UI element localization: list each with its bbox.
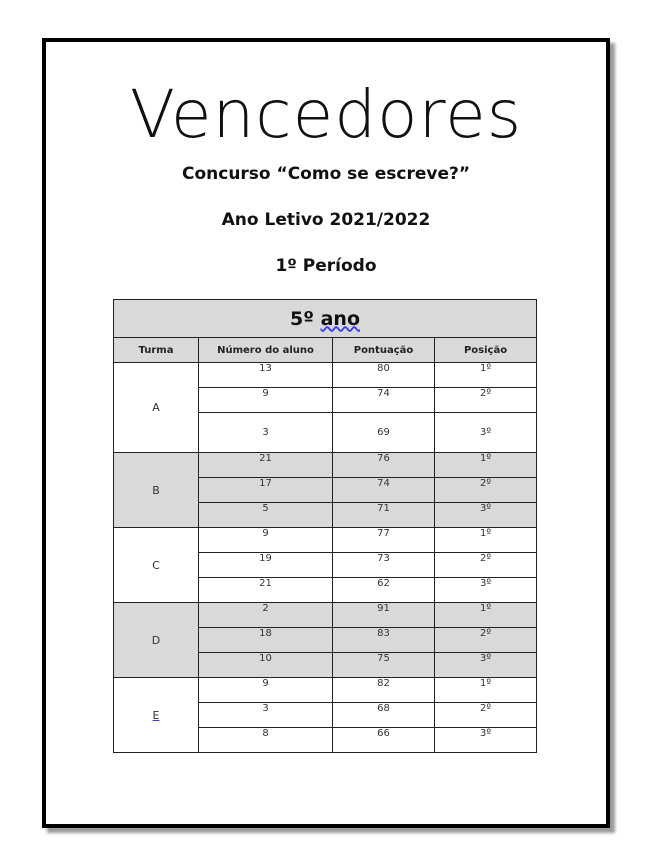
turma-cell: D bbox=[114, 603, 199, 678]
student-number: 3 bbox=[199, 413, 333, 453]
position: 1º bbox=[435, 603, 537, 628]
table-row bbox=[114, 453, 537, 478]
score: 75 bbox=[333, 653, 435, 678]
score: 91 bbox=[333, 603, 435, 628]
score: 69 bbox=[333, 413, 435, 453]
student-number: 10 bbox=[199, 653, 333, 678]
student-number: 21 bbox=[199, 453, 333, 478]
position: 2º bbox=[435, 628, 537, 653]
student-number: 19 bbox=[199, 553, 333, 578]
student-number: 9 bbox=[199, 388, 333, 413]
turma-label: E bbox=[152, 708, 160, 722]
student-number: 9 bbox=[199, 528, 333, 553]
turma-cell: A bbox=[114, 363, 199, 453]
score: 73 bbox=[333, 553, 435, 578]
student-number: 5 bbox=[199, 503, 333, 528]
position: 3º bbox=[435, 413, 537, 453]
score: 77 bbox=[333, 528, 435, 553]
position: 2º bbox=[435, 553, 537, 578]
table-row bbox=[114, 528, 537, 553]
column-header-posicao: Posição bbox=[435, 338, 537, 363]
column-header-turma: Turma bbox=[114, 338, 199, 363]
grade-word: ano bbox=[320, 307, 360, 330]
turma-cell: B bbox=[114, 453, 199, 528]
score: 66 bbox=[333, 728, 435, 753]
position: 3º bbox=[435, 653, 537, 678]
position: 1º bbox=[435, 453, 537, 478]
grade-header-row bbox=[114, 300, 537, 338]
column-header-pontuacao: Pontuação bbox=[333, 338, 435, 363]
page-frame bbox=[42, 38, 610, 828]
table-row bbox=[114, 603, 537, 628]
school-year: Ano Letivo 2021/2022 bbox=[221, 210, 431, 230]
position: 1º bbox=[435, 528, 537, 553]
position: 3º bbox=[435, 578, 537, 603]
student-number: 2 bbox=[199, 603, 333, 628]
column-header-row bbox=[114, 338, 537, 363]
score: 80 bbox=[333, 363, 435, 388]
position: 2º bbox=[435, 388, 537, 413]
contest-name: Concurso “Como se escreve?” bbox=[181, 164, 471, 184]
position: 2º bbox=[435, 703, 537, 728]
student-number: 8 bbox=[199, 728, 333, 753]
score: 71 bbox=[333, 503, 435, 528]
student-number: 13 bbox=[199, 363, 333, 388]
score: 82 bbox=[333, 678, 435, 703]
table-row bbox=[114, 678, 537, 703]
score: 74 bbox=[333, 388, 435, 413]
table-row bbox=[114, 363, 537, 388]
score: 68 bbox=[333, 703, 435, 728]
position: 3º bbox=[435, 503, 537, 528]
grade-header bbox=[114, 300, 537, 338]
turma-cell: C bbox=[114, 528, 199, 603]
position: 3º bbox=[435, 728, 537, 753]
score: 74 bbox=[333, 478, 435, 503]
score: 76 bbox=[333, 453, 435, 478]
column-header-aluno: Número do aluno bbox=[199, 338, 333, 363]
grade-number: 5º bbox=[290, 307, 314, 330]
score: 62 bbox=[333, 578, 435, 603]
score: 83 bbox=[333, 628, 435, 653]
position: 2º bbox=[435, 478, 537, 503]
student-number: 21 bbox=[199, 578, 333, 603]
position: 1º bbox=[435, 363, 537, 388]
student-number: 9 bbox=[199, 678, 333, 703]
page-title: Vencedores bbox=[129, 76, 523, 153]
turma-cell bbox=[114, 678, 199, 753]
student-number: 3 bbox=[199, 703, 333, 728]
position: 1º bbox=[435, 678, 537, 703]
winners-table bbox=[113, 299, 537, 753]
student-number: 18 bbox=[199, 628, 333, 653]
period: 1º Período bbox=[275, 256, 377, 276]
student-number: 17 bbox=[199, 478, 333, 503]
